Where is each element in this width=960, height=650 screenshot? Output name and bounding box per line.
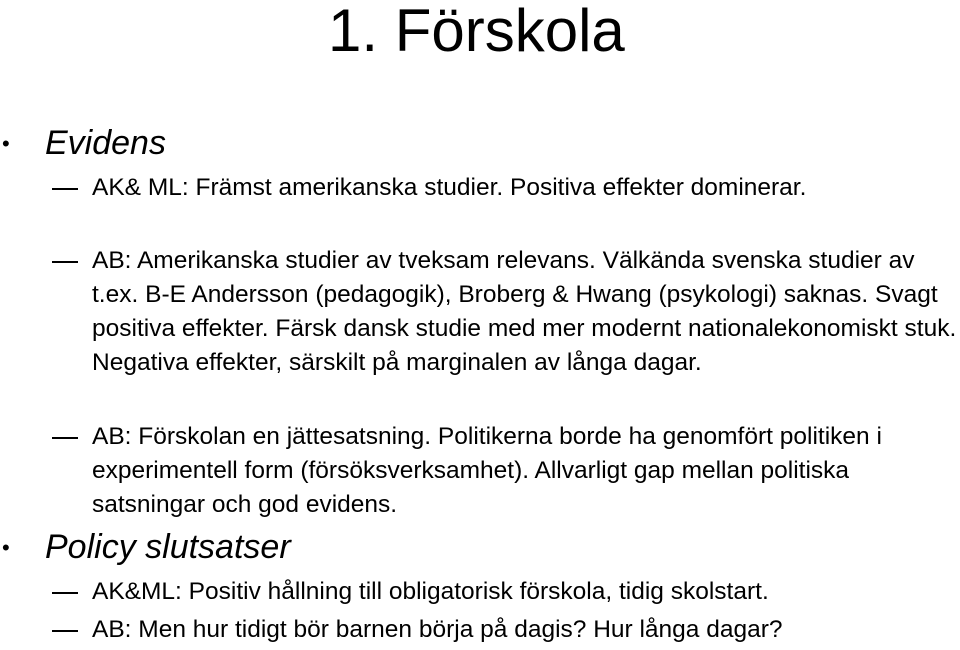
dash-icon (52, 592, 78, 594)
sub-bullet-text: AK&ML: Positiv hållning till obligatorisk förskola, tidig skolstart. (92, 578, 769, 605)
bullet-dot-icon: • (2, 535, 10, 560)
sub-bullet-text: AK& ML: Främst amerikanska studier. Positiva effekter dominerar. (92, 174, 807, 201)
section-heading: Policy slutsatser (45, 528, 291, 566)
sub-bullet-text: AB: Men hur tidigt bör barnen börja på dagis? Hur långa dagar? (92, 616, 783, 643)
dash-icon (52, 188, 78, 190)
section-heading: Evidens (45, 124, 166, 162)
dash-icon (52, 261, 78, 263)
bullet-dot-icon: • (2, 131, 10, 156)
dash-icon (52, 630, 78, 632)
sub-bullet-text: AB: Förskolan en jättesatsning. Politikerna borde ha genomfört politiken i experimentell form (försöksverksamhet). Allvarligt gap mellan politiska satsningar och god evidens. (92, 423, 882, 518)
sub-bullet-text: AB: Amerikanska studier av tveksam relevans. Välkända svenska studier av t.ex. B-E Andersson (pedagogik), Broberg & Hwang (psykologi) saknas. Svagt positiva effekter. Färsk dansk studie med mer modernt nationalekonomiskt stuk. Negativa effekter, särskilt på marginalen av långa dagar. (92, 247, 957, 376)
dash-icon (52, 437, 78, 439)
slide-title: 1. Förskola (328, 0, 625, 64)
